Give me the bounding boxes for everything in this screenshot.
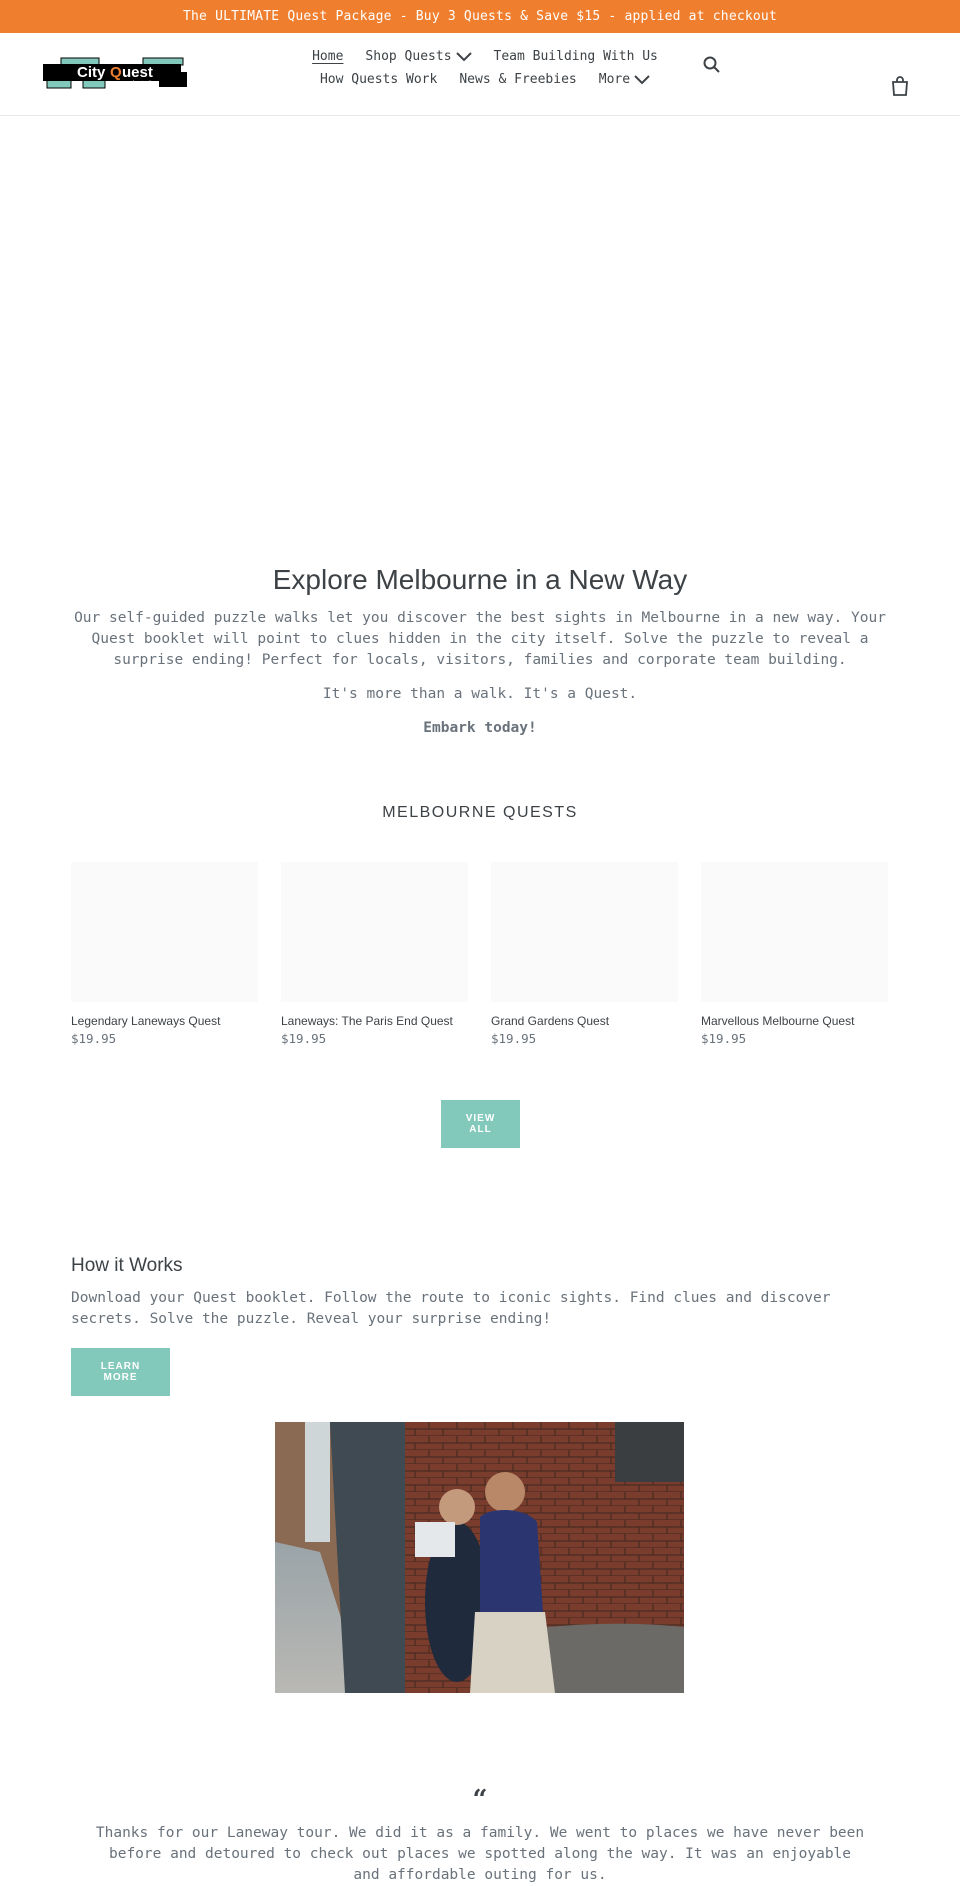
- quote-icon: “: [472, 1785, 488, 1815]
- product-card[interactable]: [701, 862, 888, 1046]
- laneway-photo: [275, 1422, 684, 1693]
- search-button[interactable]: [700, 53, 724, 77]
- nav-item-how-quests-work[interactable]: How Quests Work: [319, 72, 438, 87]
- learn-more-line2: MORE: [103, 1372, 138, 1383]
- shopping-bag-icon: [888, 74, 912, 98]
- site-header: [0, 33, 960, 116]
- nav-row-primary: [300, 45, 670, 68]
- product-image[interactable]: [491, 862, 678, 1002]
- announcement-text: The ULTIMATE Quest Package - Buy 3 Quests & Save $15 - applied at checkout: [183, 9, 777, 24]
- product-image[interactable]: [701, 862, 888, 1002]
- nav-item-news-freebies[interactable]: News & Freebies: [459, 72, 577, 87]
- product-card[interactable]: [491, 862, 678, 1046]
- learn-more-line1: LEARN: [100, 1361, 141, 1372]
- nav-item-shop-quests[interactable]: [365, 45, 471, 68]
- intro-section: [0, 564, 960, 739]
- how-body: Download your Quest booklet. Follow the route to iconic sights. Find clues and discover secrets. Solve the puzzle. Reveal your surprise ending!: [71, 1290, 831, 1327]
- nav-item-team-building[interactable]: Team Building With Us: [493, 49, 658, 64]
- intro-title: Explore Melbourne in a New Way: [272, 564, 688, 595]
- hero-banner: [0, 116, 960, 546]
- announcement-bar[interactable]: [0, 0, 960, 33]
- intro-body: Our self-guided puzzle walks let you discover the best sights in Melbourne in a new way. Your Quest booklet will point to clues hidden in the city itself. Solve the puzzle to reveal a surprise ending! Perfect for locals, visitors, families and corporate team building.: [74, 610, 886, 668]
- view-all-button[interactable]: [441, 1100, 520, 1148]
- nav-label-shop-quests: Shop Quests: [365, 49, 452, 64]
- svg-text:uest: uest: [122, 64, 153, 81]
- svg-text:Australia: Australia: [131, 81, 155, 87]
- search-icon: [700, 53, 724, 77]
- product-title[interactable]: Grand Gardens Quest: [491, 1014, 610, 1028]
- product-image[interactable]: [281, 862, 468, 1002]
- learn-more-label: [101, 1361, 140, 1383]
- product-card[interactable]: [281, 862, 468, 1046]
- product-title[interactable]: Laneways: The Paris End Quest: [281, 1014, 453, 1028]
- nav-item-home[interactable]: Home: [312, 49, 344, 64]
- svg-text:Q: Q: [110, 64, 122, 81]
- view-all-line2: ALL: [469, 1124, 492, 1135]
- view-all-label: [466, 1113, 496, 1135]
- how-title: How it Works: [71, 1255, 183, 1276]
- main-nav: [300, 45, 670, 91]
- svg-text:City: City: [77, 64, 106, 81]
- product-price: $19.95: [491, 1031, 537, 1046]
- product-grid: [0, 862, 960, 1046]
- view-all-line1: VIEW: [465, 1113, 496, 1124]
- nav-item-more[interactable]: [599, 68, 650, 91]
- chevron-down-icon: [634, 75, 650, 85]
- product-title[interactable]: Legendary Laneways Quest: [71, 1014, 221, 1028]
- site-logo[interactable]: [43, 57, 187, 89]
- product-price: $19.95: [281, 1031, 327, 1046]
- product-image[interactable]: [71, 862, 258, 1002]
- nav-row-secondary: [300, 68, 670, 91]
- intro-cta: Embark today!: [423, 720, 537, 736]
- product-card[interactable]: [71, 862, 258, 1046]
- collection-title: MELBOURNE QUESTS: [382, 804, 578, 821]
- testimonial-text: Thanks for our Laneway tour. We did it as a family. We went to places we have never been before and detoured to check out places we spotted along the way. It was an enjoyable and affordable outing for us.: [95, 1825, 865, 1883]
- product-price: $19.95: [71, 1031, 117, 1046]
- cart-button[interactable]: [888, 74, 912, 98]
- product-price: $19.95: [701, 1031, 747, 1046]
- chevron-down-icon: [456, 52, 472, 62]
- how-it-works-section: [71, 1255, 831, 1330]
- product-title[interactable]: Marvellous Melbourne Quest: [701, 1014, 855, 1028]
- intro-tagline: It's more than a walk. It's a Quest.: [322, 686, 638, 702]
- nav-label-more: More: [598, 72, 631, 87]
- learn-more-button[interactable]: [71, 1348, 170, 1396]
